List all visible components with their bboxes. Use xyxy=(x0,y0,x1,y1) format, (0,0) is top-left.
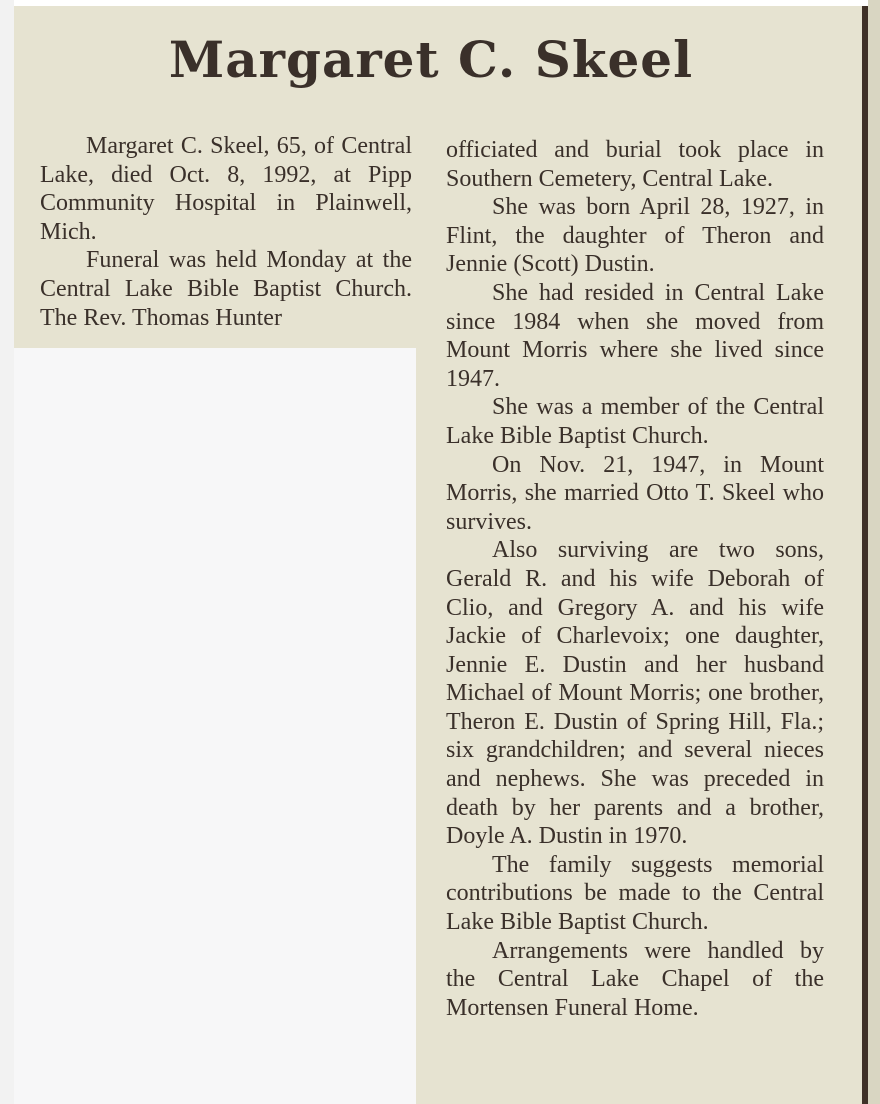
paragraph: Also surviving are two sons, Gerald R. and his wife Deborah of Clio, and Gregory A. and his wife Jackie of Charlevoix; one daughter, Jennie E. Dustin and her husband Michael of Mount Morris; one brother, Theron E. Dustin of Spring Hill, Fla.; six grandchildren; and several nieces and nephews. She was preceded in death by her parents and a brother, Doyle A. Dustin in 1970. xyxy=(446,537,824,850)
paragraph: The family suggests memorial contributions be made to the Central Lake Bible Baptist Church. xyxy=(446,851,824,936)
paragraph: Arrangements were handled by the Central Lake Chapel of the Mortensen Funeral Home. xyxy=(446,937,824,1021)
obituary-headline: Margaret C. Skeel xyxy=(168,30,694,89)
right-column xyxy=(446,136,824,1022)
paragraph: Margaret C. Skeel, 65, of Central Lake, died Oct. 8, 1992, at Pipp Community Hospital in Plainwell, Mich. xyxy=(40,133,412,245)
paragraph: She was born April 28, 1927, in Flint, the daughter of Theron and Jennie (Scott) Dustin. xyxy=(446,194,824,278)
paragraph: officiated and burial took place in Southern Cemetery, Central Lake. xyxy=(446,137,824,192)
paragraph: Funeral was held Monday at the Central Lake Bible Baptist Church. The Rev. Thomas Hunter xyxy=(40,247,412,331)
left-column xyxy=(40,132,412,332)
scan-border xyxy=(0,0,14,1104)
paragraph: She had resided in Central Lake since 1984 when she moved from Mount Morris where she lived since 1947. xyxy=(446,279,824,392)
paragraph: She was a member of the Central Lake Bible Baptist Church. xyxy=(446,394,824,449)
paragraph: On Nov. 21, 1947, in Mount Morris, she married Otto T. Skeel who survives. xyxy=(446,451,824,535)
adjacent-column-edge xyxy=(868,0,880,1104)
blank-area xyxy=(14,348,416,1104)
